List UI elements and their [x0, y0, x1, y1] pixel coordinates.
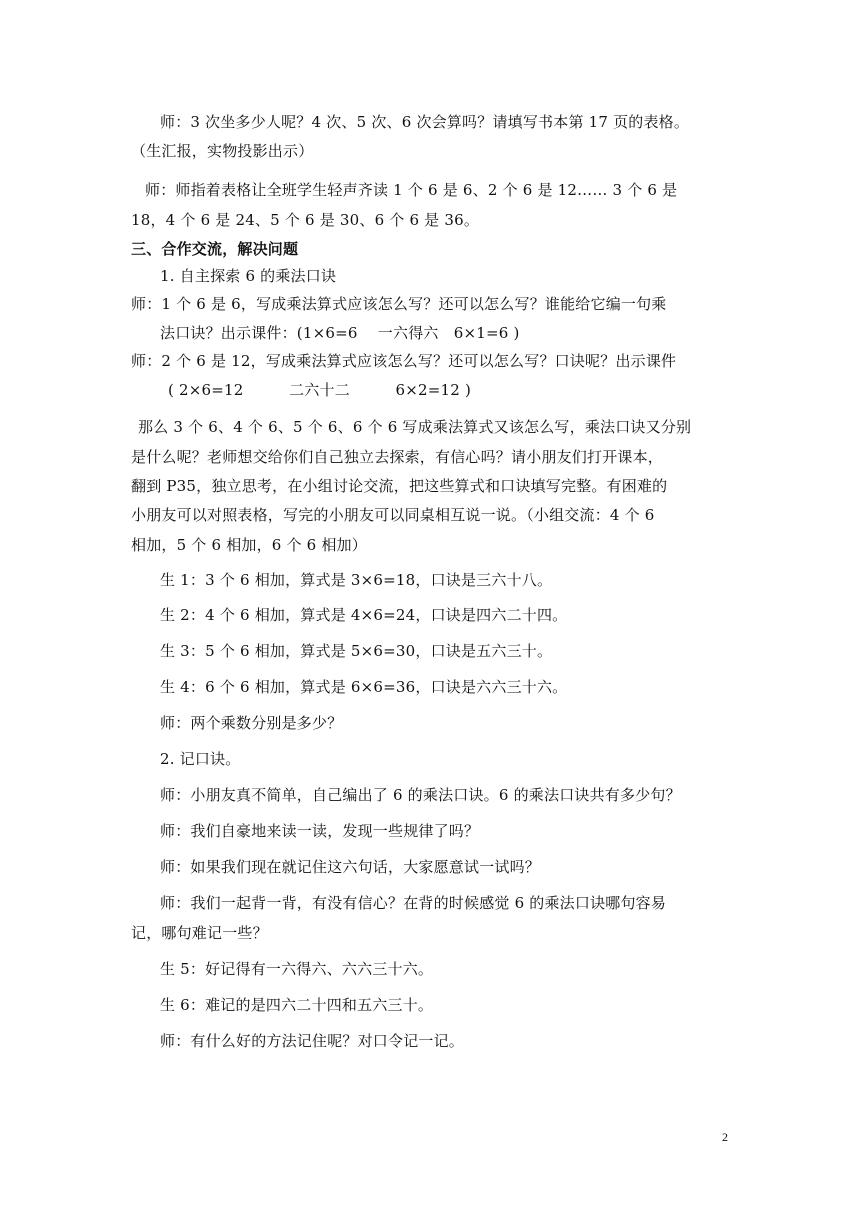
text-line: 小朋友可以对照表格，写完的小朋友可以同桌相互说一说。（小组交流：4 个 6	[131, 506, 655, 524]
text-line: 师：我们自豪地来读一读，发现一些规律了吗？	[160, 822, 480, 840]
text-line: 是什么呢？老师想交给你们自己独立去探索，有信心吗？请小朋友们打开课本，	[131, 448, 664, 466]
page-number: 2	[722, 1130, 728, 1144]
text-line: 法口诀？出示课件：(1×6=6 一六得六 6×1=6 )	[160, 324, 520, 342]
text-line: 那么 3 个 6、4 个 6、5 个 6、6 个 6 写成乘法算式又该怎么写，乘法口诀又分别	[138, 418, 692, 436]
text-line: 相加，5 个 6 相加，6 个 6 相加）	[131, 536, 367, 554]
text-line: 生 1：3 个 6 相加，算式是 3×6=18，口诀是三六十八。	[160, 571, 553, 589]
text-line: 生 2：4 个 6 相加，算式是 4×6=24，口诀是四六二十四。	[160, 606, 568, 624]
subsection-heading: 1. 自主探索 6 的乘法口诀	[160, 267, 337, 285]
text-line: 师：小朋友真不简单，自己编出了 6 的乘法口诀。6 的乘法口诀共有多少句？	[160, 786, 681, 804]
text-line: 记，哪句难记一些？	[131, 924, 268, 942]
section-heading: 三、合作交流，解决问题	[131, 240, 299, 258]
text-line: 翻到 P35，独立思考，在小组讨论交流，把这些算式和口诀填写完整。有困难的	[131, 477, 668, 495]
text-line: 生 4：6 个 6 相加，算式是 6×6=36，口诀是六六三十六。	[160, 678, 568, 696]
text-line: 师：有什么好的方法记住呢？对口令记一记。	[160, 1032, 465, 1050]
text-line: 师：师指着表格让全班学生轻声齐读 1 个 6 是 6、2 个 6 是 12…… 3 个 6 是	[145, 181, 678, 199]
subsection-heading: 2. 记口诀。	[160, 750, 241, 768]
text-line: 师：两个乘数分别是多少？	[160, 714, 343, 732]
text-line: 师：1 个 6 是 6，写成乘法算式应该怎么写？还可以怎么写？谁能给它编一句乘	[131, 295, 667, 313]
text-line: 生 5：好记得有一六得六、六六三十六。	[160, 960, 434, 978]
text-line: 师：2 个 6 是 12，写成乘法算式应该怎么写？还可以怎么写？口诀呢？出示课件	[131, 352, 677, 370]
text-line: 师：如果我们现在就记住这六句话，大家愿意试一试吗？	[160, 858, 541, 876]
text-line: ( 2×6=12 二六十二 6×2=12 )	[168, 381, 472, 399]
text-line: （生汇报，实物投影出示）	[131, 142, 314, 160]
text-line: 生 6：难记的是四六二十四和五六三十。	[160, 996, 434, 1014]
text-line: 生 3：5 个 6 相加，算式是 5×6=30，口诀是五六三十。	[160, 642, 553, 660]
text-line: 师：我们一起背一背，有没有信心？在背的时候感觉 6 的乘法口诀哪句容易	[160, 894, 667, 912]
text-line: 师：3 次坐多少人呢？4 次、5 次、6 次会算吗？请填写书本第 17 页的表格。	[160, 113, 690, 131]
text-line: 18，4 个 6 是 24、5 个 6 是 30、6 个 6 是 36。	[131, 211, 480, 229]
